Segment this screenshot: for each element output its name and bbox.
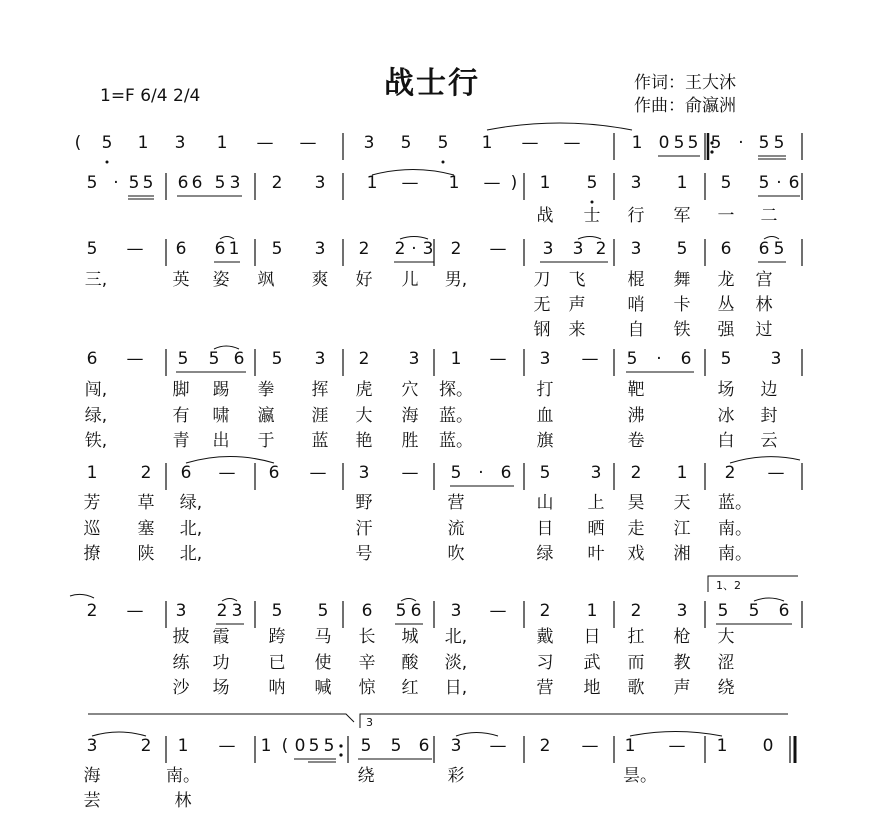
note: 2 [358, 239, 370, 259]
note: — [126, 601, 144, 621]
lyric-char: 卡 [673, 295, 691, 315]
lyric-char: 声 [568, 295, 586, 315]
lyric-char: 卷 [627, 431, 645, 451]
lyric-char: 北, [179, 519, 203, 539]
note: 1 [366, 173, 378, 193]
lyric-char: 过 [755, 320, 773, 340]
song-title: 战士行 [384, 66, 480, 101]
lyric-char: 晒 [587, 519, 605, 539]
lyric-char: 林 [755, 295, 773, 315]
lyric-char: 已 [268, 653, 286, 673]
note: — [299, 133, 317, 153]
lyric-char: 棍 [627, 270, 645, 290]
note: — [401, 173, 419, 193]
lyric-char: 绕 [717, 678, 735, 698]
lyric-char: 林 [174, 791, 192, 811]
lyric-char: 大 [355, 406, 373, 426]
note: 6 [175, 239, 187, 259]
note: 5 [437, 133, 449, 153]
note: 5 [450, 463, 462, 483]
note: — [767, 463, 785, 483]
lyric-char: 踢 [212, 380, 230, 400]
lyric-char: 场 [717, 380, 735, 400]
note: 0 [762, 736, 774, 756]
note: 1 [228, 239, 240, 259]
lyric-char: 声 [673, 678, 691, 698]
lyric-char: 绿, [179, 493, 203, 513]
note: 5 [317, 601, 329, 621]
note: 5 [720, 349, 732, 369]
lyric-char: 惊 [358, 678, 376, 698]
lyric-char: 军 [673, 206, 691, 226]
note: — [401, 463, 419, 483]
lyric-char: 脚 [172, 380, 190, 400]
lyric-char: 日 [583, 627, 601, 647]
note: 0 [658, 133, 670, 153]
note: 3 [175, 601, 187, 621]
lyric-char: 南。 [718, 544, 752, 564]
lyric-char: 披 [172, 627, 190, 647]
note: 2 [271, 173, 283, 193]
lyric-char: 飞 [568, 270, 586, 290]
lyric-char: 上 [587, 493, 605, 513]
note: 6 [778, 601, 790, 621]
lyric-char: 无 [533, 295, 551, 315]
lyric-char: 马 [314, 627, 332, 647]
lyric-char: 边 [760, 380, 778, 400]
note: 5 [101, 133, 113, 153]
note: 5 [128, 173, 140, 193]
note: 5 [86, 239, 98, 259]
lyric-char: 涩 [717, 653, 735, 673]
note: 5 [142, 173, 154, 193]
note: 3 [676, 601, 688, 621]
lyric-char: 戏 [627, 544, 645, 564]
lyric-char: 行 [627, 206, 645, 226]
note: · [738, 133, 744, 153]
repeat-dots [339, 141, 713, 756]
note: 3 [314, 173, 326, 193]
lyric-char: 武 [583, 653, 601, 673]
lyric-char: 靶 [627, 380, 645, 400]
note: 5 [626, 349, 638, 369]
note: 3 [539, 349, 551, 369]
lyric-char: 挥 [311, 380, 329, 400]
lyric-char: 戴 [536, 627, 554, 647]
note: 5 [208, 349, 220, 369]
note: — [489, 736, 507, 756]
note: 1 [624, 736, 636, 756]
lyric-char: 陕 [137, 544, 155, 564]
lyric-char: 二 [760, 206, 778, 226]
lyric-char: 爽 [311, 270, 329, 290]
volta-1-label: 1、2 [716, 579, 741, 592]
note: — [668, 736, 686, 756]
note: 3 [590, 463, 602, 483]
lyric-char: 蓝。 [439, 406, 473, 426]
lyric-char: 绿 [536, 544, 554, 564]
lyric-char: 辛 [358, 653, 376, 673]
lyric-char: 三, [84, 270, 108, 290]
note: 3 [314, 239, 326, 259]
note: 5 [676, 239, 688, 259]
note: 5 [773, 133, 785, 153]
lyric-char: 来 [568, 320, 586, 340]
note: 3 [450, 601, 462, 621]
note: — [256, 133, 274, 153]
lyric-char: 红 [401, 678, 419, 698]
lyric-char: 草 [137, 493, 155, 513]
lyric-char: 云 [760, 431, 778, 451]
lyric-char: 练 [172, 653, 190, 673]
lyric-char: 闯, [84, 380, 108, 400]
lyric-char: 霞 [212, 627, 230, 647]
note: 6 [268, 463, 280, 483]
lyric-char: 出 [212, 431, 230, 451]
note: 5 [400, 133, 412, 153]
note: ) [510, 173, 518, 193]
lyric-char: 撩 [83, 544, 101, 564]
lyric-char: 旗 [536, 431, 554, 451]
lyric-char: 于 [257, 431, 275, 451]
lyric-char: 青 [172, 431, 190, 451]
note: 3 [770, 349, 782, 369]
note: — [581, 349, 599, 369]
note: — [489, 349, 507, 369]
lyric-char: 沙 [172, 678, 190, 698]
lyric-char: 日 [536, 519, 554, 539]
lyric-char: 丛 [717, 295, 735, 315]
lyric-char: 北, [179, 544, 203, 564]
lyric-char: 彩 [447, 766, 465, 786]
note: 3 [422, 239, 434, 259]
lyricist-credit: 作词：王大沐 [634, 73, 736, 93]
lyric-char: 枪 [673, 627, 691, 647]
note: 2 [630, 463, 642, 483]
note: 2 [724, 463, 736, 483]
lyric-char: 而 [627, 653, 645, 673]
note: — [581, 736, 599, 756]
note: 3 [572, 239, 584, 259]
lyric-char: 探。 [439, 380, 473, 400]
note: 5 [673, 133, 685, 153]
lyric-char: 打 [536, 380, 554, 400]
lyric-char: 吹 [447, 544, 465, 564]
lyric-char: 功 [212, 653, 230, 673]
note: 0 [294, 736, 306, 756]
note: 2 [358, 349, 370, 369]
note: 2 [216, 601, 228, 621]
lyric-char: 日, [444, 678, 468, 698]
lyric-char: 瀛 [257, 406, 275, 426]
note: 6 [177, 173, 189, 193]
lyric-char: 舞 [673, 270, 691, 290]
lyric-char: 刀 [533, 270, 551, 290]
lyric-char: 胜 [401, 431, 419, 451]
note: 2 [539, 736, 551, 756]
note: 3 [363, 133, 375, 153]
note: 3 [231, 601, 243, 621]
note: 6 [720, 239, 732, 259]
note: 6 [191, 173, 203, 193]
note: — [489, 239, 507, 259]
note: 3 [229, 173, 241, 193]
volta-2-label: 3 [366, 716, 373, 729]
note: 2 [539, 601, 551, 621]
note: — [489, 601, 507, 621]
lyric-char: 啸 [212, 406, 230, 426]
lyric-char: 海 [401, 406, 419, 426]
lyric-char: 芸 [83, 791, 101, 811]
lyric-char: 营 [447, 493, 465, 513]
note: 5 [710, 133, 722, 153]
lyric-char: 铁, [84, 431, 108, 451]
note: — [521, 133, 539, 153]
lyric-char: 虎 [355, 380, 373, 400]
note: 2 [394, 239, 406, 259]
lyric-char: 冰 [717, 406, 735, 426]
lyric-char: 蓝。 [718, 493, 752, 513]
note: 5 [360, 736, 372, 756]
note: 5 [390, 736, 402, 756]
lyric-char: 蓝。 [439, 431, 473, 451]
note: 5 [271, 601, 283, 621]
lyric-char: 号 [355, 544, 373, 564]
note: ( [281, 736, 289, 756]
note: — [126, 239, 144, 259]
note: 1 [481, 133, 493, 153]
lyric-char: 野 [355, 493, 373, 513]
lyric-char: 南。 [166, 766, 200, 786]
note: · [113, 173, 119, 193]
note: 1 [676, 173, 688, 193]
note: 1 [676, 463, 688, 483]
note: 1 [586, 601, 598, 621]
note: 5 [271, 349, 283, 369]
note: 5 [773, 239, 785, 259]
note: 2 [140, 463, 152, 483]
lyric-char: 男, [444, 270, 468, 290]
note: 6 [410, 601, 422, 621]
lyric-char: 士 [583, 206, 601, 226]
note: 6 [214, 239, 226, 259]
lyric-char: 强 [717, 320, 735, 340]
lyric-char: 天 [673, 493, 691, 513]
note: 1 [450, 349, 462, 369]
note: — [218, 736, 236, 756]
lyric-char: 昊 [627, 493, 645, 513]
note: 2 [595, 239, 607, 259]
lyric-char: 飒 [257, 270, 275, 290]
note: 5 [86, 173, 98, 193]
note: 5 [758, 133, 770, 153]
note: 5 [395, 601, 407, 621]
lyric-char: 涯 [311, 406, 329, 426]
note: 5 [323, 736, 335, 756]
lyric-char: 战 [536, 206, 554, 226]
note: 1 [631, 133, 643, 153]
note: 3 [630, 173, 642, 193]
composer-credit: 作曲：俞瀛洲 [634, 96, 736, 116]
note: — [218, 463, 236, 483]
lyric-char: 有 [172, 406, 190, 426]
note: 2 [630, 601, 642, 621]
lyric-char: 走 [627, 519, 645, 539]
lyric-char: 姿 [212, 270, 230, 290]
lyric-char: 教 [673, 653, 691, 673]
note: 5 [720, 173, 732, 193]
lyric-char: 酸 [401, 653, 419, 673]
note: 1 [177, 736, 189, 756]
lyric-char: 自 [627, 320, 645, 340]
lyric-char: 地 [583, 678, 601, 698]
lyric-char: 流 [447, 519, 465, 539]
lyric-char: 白 [717, 431, 735, 451]
note: 5 [586, 173, 598, 193]
note: 1 [539, 173, 551, 193]
note: 6 [418, 736, 430, 756]
note: 5 [748, 601, 760, 621]
key-signature: 1=F 6/4 2/4 [100, 86, 201, 106]
note: 5 [308, 736, 320, 756]
note: 6 [233, 349, 245, 369]
note: · [656, 349, 662, 369]
note: ( [74, 133, 82, 153]
note: — [563, 133, 581, 153]
lyric-char: 宫 [755, 270, 773, 290]
lyric-char: 使 [314, 653, 332, 673]
lyric-char: 北, [444, 627, 468, 647]
note: 6 [180, 463, 192, 483]
lyric-char: 巡 [83, 519, 101, 539]
lyric-char: 封 [760, 406, 778, 426]
lyric-char: 大 [717, 627, 735, 647]
note: 3 [450, 736, 462, 756]
lyric-char: 海 [83, 766, 101, 786]
note: 3 [630, 239, 642, 259]
lyric-char: 昙。 [623, 766, 657, 786]
note: 5 [687, 133, 699, 153]
lyric-char: 哨 [627, 295, 645, 315]
lyric-char: 蓝 [311, 431, 329, 451]
lyric-char: 拳 [257, 380, 275, 400]
note: 2 [450, 239, 462, 259]
lyric-char: 跨 [268, 627, 286, 647]
note: — [483, 173, 501, 193]
lyric-char: 江 [673, 519, 691, 539]
note: 1 [448, 173, 460, 193]
lyric-char: 长 [358, 627, 376, 647]
lyrics-layer [84, 206, 778, 811]
lyric-char: 营 [536, 678, 554, 698]
note: 5 [539, 463, 551, 483]
note: 1 [86, 463, 98, 483]
note: — [126, 349, 144, 369]
note: 1 [137, 133, 149, 153]
note: 2 [140, 736, 152, 756]
note: 6 [788, 173, 800, 193]
lyric-char: 叶 [587, 544, 605, 564]
note: 3 [86, 736, 98, 756]
volta-brackets [88, 576, 798, 728]
note: 1 [216, 133, 228, 153]
lyric-char: 绕 [357, 766, 375, 786]
note: 5 [271, 239, 283, 259]
note: — [309, 463, 327, 483]
note: 2 [86, 601, 98, 621]
lyric-char: 习 [536, 653, 554, 673]
note: 5 [214, 173, 226, 193]
lyric-char: 呐 [268, 678, 286, 698]
note: 5 [717, 601, 729, 621]
note: 6 [361, 601, 373, 621]
lyric-char: 艳 [355, 431, 373, 451]
note: 5 [177, 349, 189, 369]
note: 3 [358, 463, 370, 483]
lyric-char: 沸 [627, 406, 645, 426]
lyric-char: 山 [536, 493, 554, 513]
lyric-char: 血 [536, 406, 554, 426]
note: 6 [86, 349, 98, 369]
lyric-char: 钢 [533, 320, 551, 340]
lyric-char: 南。 [718, 519, 752, 539]
lyric-char: 绿, [84, 406, 108, 426]
note: 5 [758, 173, 770, 193]
lyric-char: 歌 [627, 678, 645, 698]
lyric-char: 湘 [673, 544, 691, 564]
note: 3 [174, 133, 186, 153]
lyric-char: 淡, [444, 653, 468, 673]
note: 3 [408, 349, 420, 369]
lyric-char: 铁 [673, 320, 691, 340]
lyric-char: 穴 [401, 380, 419, 400]
lyric-char: 芳 [83, 493, 101, 513]
note: 6 [500, 463, 512, 483]
lyric-char: 喊 [314, 678, 332, 698]
lyric-char: 塞 [137, 519, 155, 539]
lyric-char: 好 [355, 270, 373, 290]
lyric-char: 城 [401, 627, 419, 647]
lyric-char: 一 [717, 206, 735, 226]
lyric-char: 英 [172, 270, 190, 290]
lyric-char: 儿 [401, 270, 419, 290]
note: · [411, 239, 417, 259]
note: · [776, 173, 782, 193]
note: 1 [260, 736, 272, 756]
note: 3 [542, 239, 554, 259]
lyric-char: 汗 [355, 519, 373, 539]
lyric-char: 场 [212, 678, 230, 698]
note: 6 [758, 239, 770, 259]
note: 6 [680, 349, 692, 369]
note: 3 [314, 349, 326, 369]
lyric-char: 扛 [627, 627, 645, 647]
note: 1 [716, 736, 728, 756]
note: · [478, 463, 484, 483]
lyric-char: 龙 [717, 270, 735, 290]
